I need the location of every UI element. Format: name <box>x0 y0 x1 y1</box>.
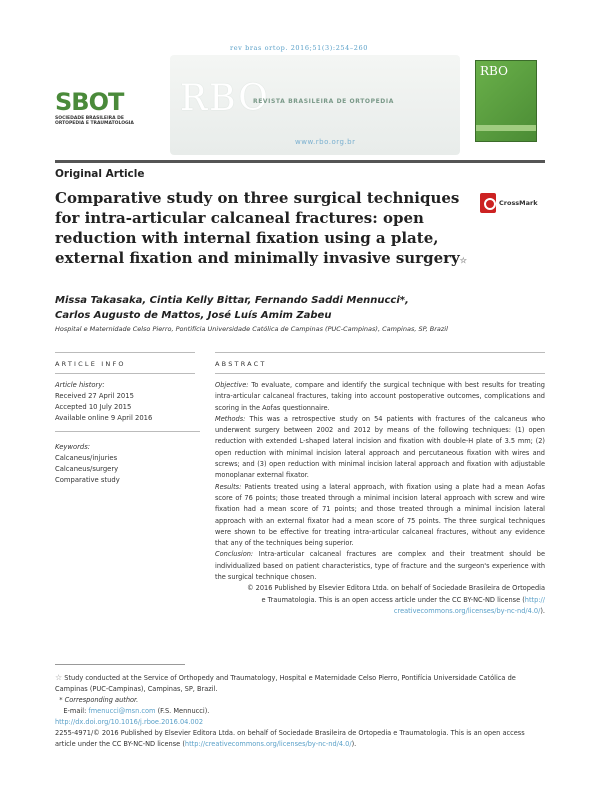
email-line: E-mail: fmenucci@msn.com (F.S. Mennucci). <box>63 707 210 715</box>
abstract-body <box>215 380 545 617</box>
journal-url[interactable]: www.rbo.org.br <box>295 138 356 146</box>
keywords-label: Keywords: <box>55 443 91 451</box>
crossmark-label: CrossMark <box>499 199 538 207</box>
corresponding-note: * Corresponding author. <box>55 696 139 704</box>
abstract-results: Results: Patients treated using a lateral approach, with fixation using a plate had a mean Aofas score of 76 points; those treated through a minimal incision lateral approach with screw and wire fixation had a mean score of 71 points; and those treated through a minimal incision lateral approach with an external fixator had a mean score of 75 points. The three surgical techniques were shown to be effective for treating intra-articular calcaneal fractures, without any evidence that any of the techniques being superior. <box>215 482 545 548</box>
abstract-header: ABSTRACT <box>215 360 267 368</box>
crossmark-button[interactable] <box>480 193 538 213</box>
footnote-rule <box>55 664 185 665</box>
license-link[interactable]: http://creativecommons.org/licenses/by-nc-nd/4.0/ <box>184 740 352 748</box>
header-divider <box>55 160 545 163</box>
article-type: Original Article <box>55 168 145 180</box>
keyword: Calcaneus/injuries <box>55 454 118 462</box>
keyword: Comparative study <box>55 476 120 484</box>
issn-line: 2255-4971/© 2016 Published by Elsevier Editora Ltda. on behalf of Sociedade Brasileira de Ortopedia e Traumatologia. This is an open access article under the CC BY-NC-ND license (http://creativecommons.org/licenses/by-nc-nd/4.0/). <box>55 729 525 748</box>
abstract-objective: Objective: To evaluate, compare and identify the surgical technique with best results for treating intra-articular calcaneal fractures, taking into account postoperative outcomes, complications and scoring in the Aofas questionnaire. <box>215 381 545 412</box>
society-name: SOCIEDADE BRASILEIRA DE ORTOPEDIA E TRAUMATOLOGIA <box>55 116 134 126</box>
society-logo <box>55 88 140 143</box>
journal-citation: rev bras ortop. 2016;51(3):254–260 <box>230 44 368 52</box>
license-link[interactable]: creativecommons.org/licenses/by-nc-nd/4.0/ <box>393 606 541 615</box>
author-list: Missa Takasaka, Cintia Kelly Bittar, Fernando Saddi Mennucci*, Carlos Augusto de Mattos, José Luís Amim Zabeu <box>55 295 409 321</box>
article-info-header: ARTICLE INFO <box>55 360 126 368</box>
info-divider <box>55 431 200 432</box>
abstract-conclusion: Conclusion: Intra-articular calcaneal fractures are complex and their treatment should be individualized based on patient characteristics, type of fracture and the surgeon's experience with the surgical technique chosen. <box>215 550 546 582</box>
available-date: Available online 9 April 2016 <box>55 414 153 422</box>
cover-title: RBO <box>480 64 508 78</box>
abstract-methods: Methods: This was a retrospective study on 54 patients with fractures of the calcaneus who underwent surgery between 2002 and 2012 by means of the following techniques: (1) open reduction with extended L-shaped lateral incision and fixation with double-H plate of 3.5 mm; (2) open reduction with minimal incision lateral approach and percutaneous fixation with wires and screws; and (3) open reduction with minimal incision lateral approach and fixation with adjustable monoplanar external fixator. <box>215 414 545 480</box>
study-footnote: ☆ Study conducted at the Service of Orthopedy and Traumatology, Hospital e Maternidade Celso Pierro, Pontifícia Universidade Católica de Campinas (PUC-Campinas), Campinas, SP, Brazil. <box>55 673 516 693</box>
footnote-star-icon[interactable]: ☆ <box>459 255 467 265</box>
abstract-copyright: © 2016 Published by Elsevier Editora Ltda. on behalf of Sociedade Brasileira de Ortopedia e Traumatologia. This is an open access article under the CC BY-NC-ND license (http:// creativecommons.org/licenses/by-nc-nd/4.0/). <box>246 584 545 615</box>
footnotes <box>55 672 545 750</box>
info-top-rule <box>55 352 195 353</box>
banner-title: RBO <box>180 78 270 119</box>
received-date: Received 27 April 2015 <box>55 392 134 400</box>
abstract-top-rule <box>215 352 545 353</box>
crossmark-icon <box>480 193 496 213</box>
keyword: Calcaneus/surgery <box>55 465 119 473</box>
article-title: Comparative study on three surgical techniques for intra-articular calcaneal fractures: open reduction with internal fixation using a plate, external fixation and minimally invasive surgery☆ <box>55 189 467 267</box>
info-header-rule <box>55 373 195 374</box>
sbot-logo-text: SBOT <box>55 88 124 116</box>
email-link[interactable]: fmenucci@msn.com <box>88 707 156 715</box>
license-link[interactable]: http:// <box>524 595 545 604</box>
abstract-header-rule <box>215 373 545 374</box>
doi-link[interactable]: http://dx.doi.org/10.1016/j.rboe.2016.04.002 <box>55 718 204 726</box>
affiliation: Hospital e Maternidade Celso Pierro, Pontifícia Universidade Católica de Campinas (PUC-Campinas), Campinas, SP, Brazil <box>55 325 448 333</box>
footnote-star-icon: ☆ <box>55 673 63 682</box>
banner-subtitle: REVISTA BRASILEIRA DE ORTOPEDIA <box>253 98 394 105</box>
article-info <box>55 380 200 486</box>
journal-cover-image <box>475 60 537 142</box>
history-label: Article history: <box>55 381 105 389</box>
accepted-date: Accepted 10 July 2015 <box>55 403 132 411</box>
